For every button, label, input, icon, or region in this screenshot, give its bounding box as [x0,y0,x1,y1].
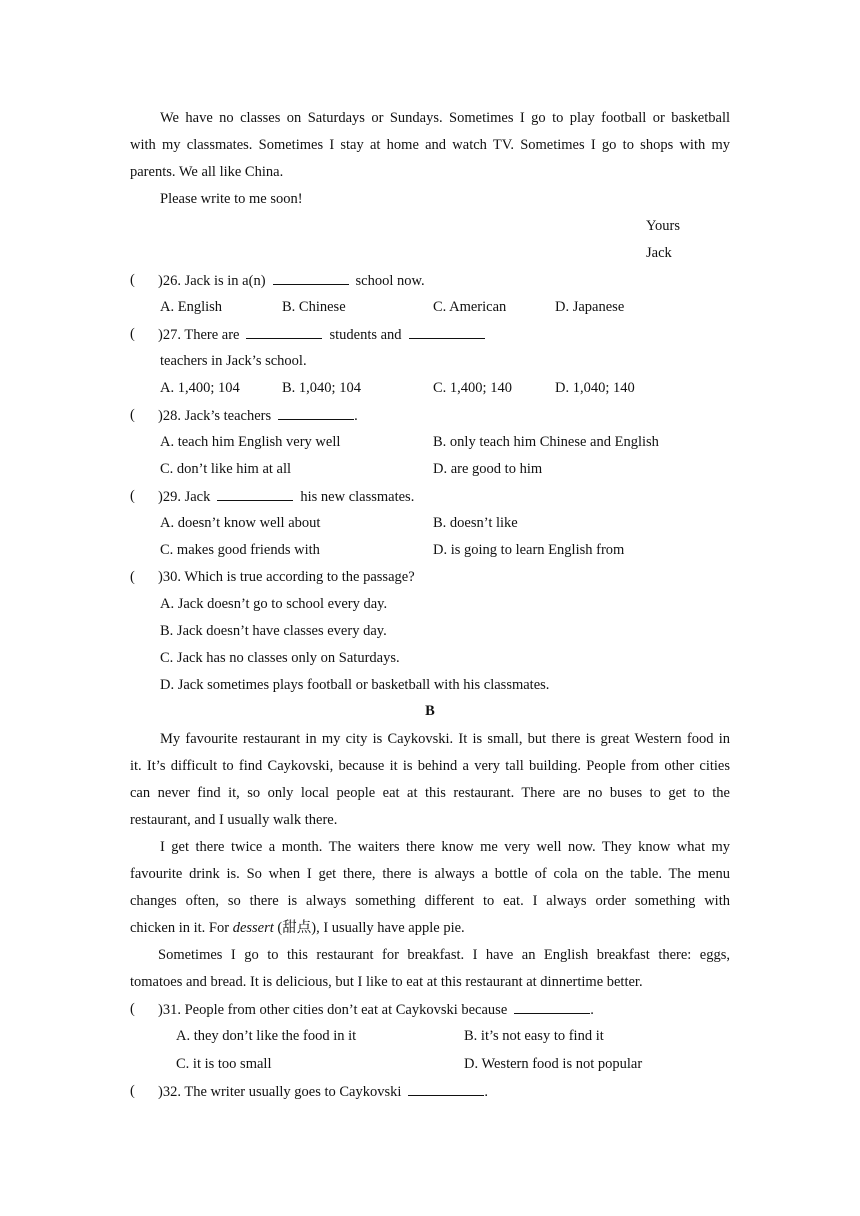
option: A. English [160,299,223,315]
answer-paren[interactable]: ( [130,488,135,504]
answer-blank[interactable] [409,325,485,339]
question-number: )26. Jack is in a(n) school now. [158,273,425,289]
passage-a-line: We have no classes on Saturdays or Sundays. Sometimes I go to play football or basketball [160,110,730,126]
passage-b-line: favourite drink is. So when I get there, there is always a bottle of cola on the table. The menu [130,866,730,882]
option: A. Jack doesn’t go to school every day. [160,596,388,612]
passage-b-line: My favourite restaurant in my city is Caykovski. It is small, but there is great Western food in [160,731,730,747]
passage-b-line: tomatoes and bread. It is delicious, but I like to eat at this restaurant at dinnertime better. [130,974,643,990]
question-number: )27. There are students and [158,325,492,344]
answer-paren[interactable]: ( [130,1001,135,1017]
passage-a-line: parents. We all like China. [130,164,284,180]
option: D. is going to learn English from [433,542,625,558]
passage-b-line: can never find it, so only local people eat at this restaurant. There are no buses to get to the [130,785,730,801]
answer-paren[interactable]: ( [130,326,135,342]
answer-blank[interactable] [408,1082,484,1096]
question-number: )29. Jack his new classmates. [158,489,415,505]
option: D. are good to him [433,461,543,477]
option: D. Western food is not popular [464,1056,643,1072]
option: B. only teach him Chinese and English [433,434,659,450]
option: A. they don’t like the food in it [176,1028,357,1044]
option: C. American [433,299,507,315]
glossed-word: dessert [232,920,274,936]
option: C. 1,400; 140 [433,380,512,396]
option: D. Japanese [555,299,625,315]
answer-blank[interactable] [273,271,349,285]
question-number: )28. Jack’s teachers . [158,408,358,424]
answer-blank[interactable] [278,406,354,420]
option: A. doesn’t know well about [160,515,321,531]
option: C. makes good friends with [160,542,320,558]
passage-a-line: with my classmates. Sometimes I stay at home and watch TV. Sometimes I go to shops with my [130,137,730,153]
option: B. Jack doesn’t have classes every day. [160,623,387,639]
answer-paren[interactable]: ( [130,407,135,423]
option: C. Jack has no classes only on Saturdays. [160,650,400,666]
option: D. 1,040; 140 [555,380,635,396]
option: C. don’t like him at all [160,461,292,477]
passage-b-line: chicken in it. For dessert (甜点), I usually have apple pie. [130,920,465,936]
question-stem: The writer usually goes to Caykovski [180,1084,402,1100]
section-title: B [425,703,435,719]
passage-b-line: it. It’s difficult to find Caykovski, because it is behind a very tall building. People from other cities [130,758,730,774]
question-stem: People from other cities don’t eat at Caykovski because [180,1002,508,1018]
passage-b-line: Sometimes I go to this restaurant for breakfast. I have an English breakfast there: eggs, [158,947,730,963]
letter-sign-off: Yours [646,218,680,234]
answer-paren[interactable]: ( [130,1083,135,1099]
letter-closing: Please write to me soon! [160,191,303,207]
answer-paren[interactable]: ( [130,569,135,585]
option: C. it is too small [176,1056,272,1072]
question-number: )32. The writer usually goes to Caykovski . [158,1084,489,1100]
passage-b-line: I get there twice a month. The waiters there know me very well now. They know what my [160,839,730,855]
answer-blank[interactable] [217,487,293,501]
option: B. Chinese [282,299,346,315]
question-stem: Jack [180,489,211,505]
question-stem: Jack’s teachers [180,408,272,424]
option: D. Jack sometimes plays football or basketball with his classmates. [160,677,550,693]
option: A. 1,400; 104 [160,380,240,396]
option: B. doesn’t like [433,515,518,531]
question-stem: Which is true according to the passage? [180,569,415,585]
passage-b-line: changes often, so there is always something different to eat. I always order something with [130,893,730,909]
question-stem: Jack is in a(n) [180,273,266,289]
question-number: )30. Which is true according to the passage? [158,569,415,585]
answer-blank[interactable] [514,1000,590,1014]
answer-blank[interactable] [246,325,322,339]
question-stem-line2: teachers in Jack’s school. [160,353,307,369]
option: A. teach him English very well [160,434,341,450]
question-stem: There are [180,327,240,343]
letter-signature: Jack [646,245,672,261]
question-number: )31. People from other cities don’t eat at Caykovski because . [158,1002,594,1018]
passage-b-line: restaurant, and I usually walk there. [130,812,338,828]
option: B. 1,040; 104 [282,380,361,396]
option: B. it’s not easy to find it [464,1028,604,1044]
answer-paren[interactable]: ( [130,272,135,288]
